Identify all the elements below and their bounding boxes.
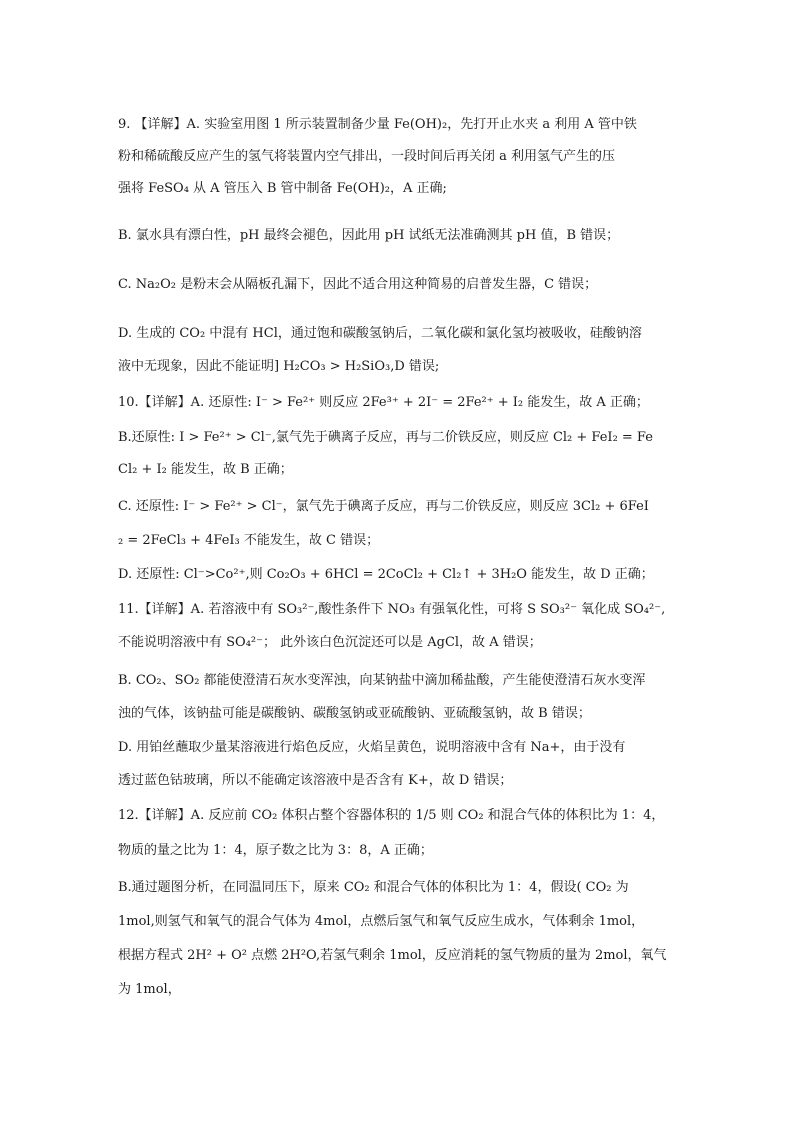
answer-10-line-2: B.还原性: I > Fe²⁺ > Cl⁻,氯气先于碘离子反应，再与二价铁反应，则反应 Cl₂ + FeI₂ = Fe xyxy=(118,430,653,445)
answer-9-line-6: D. 生成的 CO₂ 中混有 HCl，通过饱和碳酸氢钠后，二氧化碳和氯化氢均被吸收，硅酸钠溶 xyxy=(118,326,642,341)
answer-10-line-5: ₂ = 2FeCl₃ + 4FeI₃ 不能发生，故 C 错误； xyxy=(118,533,380,548)
answer-11-line-3: B. CO₂、SO₂ 都能使澄清石灰水变浑浊，向某钠盐中滴加稀盐酸，产生能使澄清石灰水变浑 xyxy=(118,673,646,688)
answer-12-line-1: 12.【详解】A. 反应前 CO₂ 体积占整个容器体积的 1/5 则 CO₂ 和混合气体的体积比为 1：4， xyxy=(118,808,665,823)
answer-12-line-5: 根据方程式 2H² + O² 点燃 2H²O,若氢气剩余 1mol，反应消耗的氢气物质的量为 2mol，氧气 xyxy=(118,948,667,963)
answer-11-line-5: D. 用铂丝蘸取少量某溶液进行焰色反应，火焰呈黄色，说明溶液中含有 Na+，由于没有 xyxy=(118,740,626,755)
answer-9-line-4: B. 氯水具有漂白性，pH 最终会褪色，因此用 pH 试纸无法准确测其 pH 值，B 错误； xyxy=(118,228,620,243)
answer-9-line-3: 强将 FeSO₄ 从 A 管压入 B 管中制备 Fe(OH)₂，A 正确; xyxy=(118,181,447,196)
answer-12-line-2: 物质的量之比为 1：4，原子数之比为 3：8，A 正确； xyxy=(118,843,433,858)
answer-12-line-4: 1mol,则氢气和氧气的混合气体为 4mol，点燃后氢气和氧气反应生成水，气体剩余 1mol， xyxy=(118,914,645,929)
answer-10-line-1: 10.【详解】A. 还原性: I⁻ > Fe²⁺ 则反应 2Fe³⁺ + 2I⁻ = 2Fe²⁺ + I₂ 能发生，故 A 正确； xyxy=(118,395,649,410)
answer-12-line-6: 为 1mol， xyxy=(118,982,181,997)
answer-9-line-7: 液中无现象，因此不能证明] H₂CO₃ > H₂SiO₃,D 错误; xyxy=(118,359,440,374)
answer-10-line-3: Cl₂ + I₂ 能发生，故 B 正确； xyxy=(118,462,293,477)
answer-11-line-4: 浊的气体，该钠盐可能是碳酸钠、碳酸氢钠或亚硫酸钠、亚硫酸氢钠，故 B 错误； xyxy=(118,706,591,721)
answer-10-line-4: C. 还原性: I⁻ > Fe²⁺ > Cl⁻，氯气先于碘离子反应，再与二价铁反应，则反应 3Cl₂ + 6FeI xyxy=(118,499,649,514)
answer-11-line-1: 11.【详解】A. 若溶液中有 SO₃²⁻,酸性条件下 NO₃ 有强氧化性，可将 S SO₃²⁻ 氧化成 SO₄²⁻, xyxy=(118,602,666,617)
answer-9-line-5: C. Na₂O₂ 是粉末会从隔板孔漏下，因此不适合用这种简易的启普发生器，C 错误； xyxy=(118,277,598,292)
answer-11-line-6: 透过蓝色钴玻璃，所以不能确定该溶液中是否含有 K+，故 D 错误； xyxy=(118,773,513,788)
answer-11-line-2: 不能说明溶液中有 SO₄²⁻； 此外该白色沉淀还可以是 AgCl，故 A 错误； xyxy=(118,635,542,650)
answer-9-line-1: 9. 【详解】A. 实验室用图 1 所示装置制备少量 Fe(OH)₂，先打开止水夹 a 利用 A 管中铁 xyxy=(118,117,637,132)
answer-10-line-6: D. 还原性: Cl⁻>Co²⁺,则 Co₂O₃ + 6HCl = 2CoCl₂ + Cl₂↑ + 3H₂O 能发生，故 D 正确； xyxy=(118,567,654,582)
answer-9-line-2: 粉和稀硫酸反应产生的氢气将装置内空气排出，一段时间后再关闭 a 利用氢气产生的压 xyxy=(118,149,616,164)
answer-12-line-3: B.通过题图分析，在同温同压下，原来 CO₂ 和混合气体的体积比为 1：4，假设( CO₂ 为 xyxy=(118,880,629,895)
